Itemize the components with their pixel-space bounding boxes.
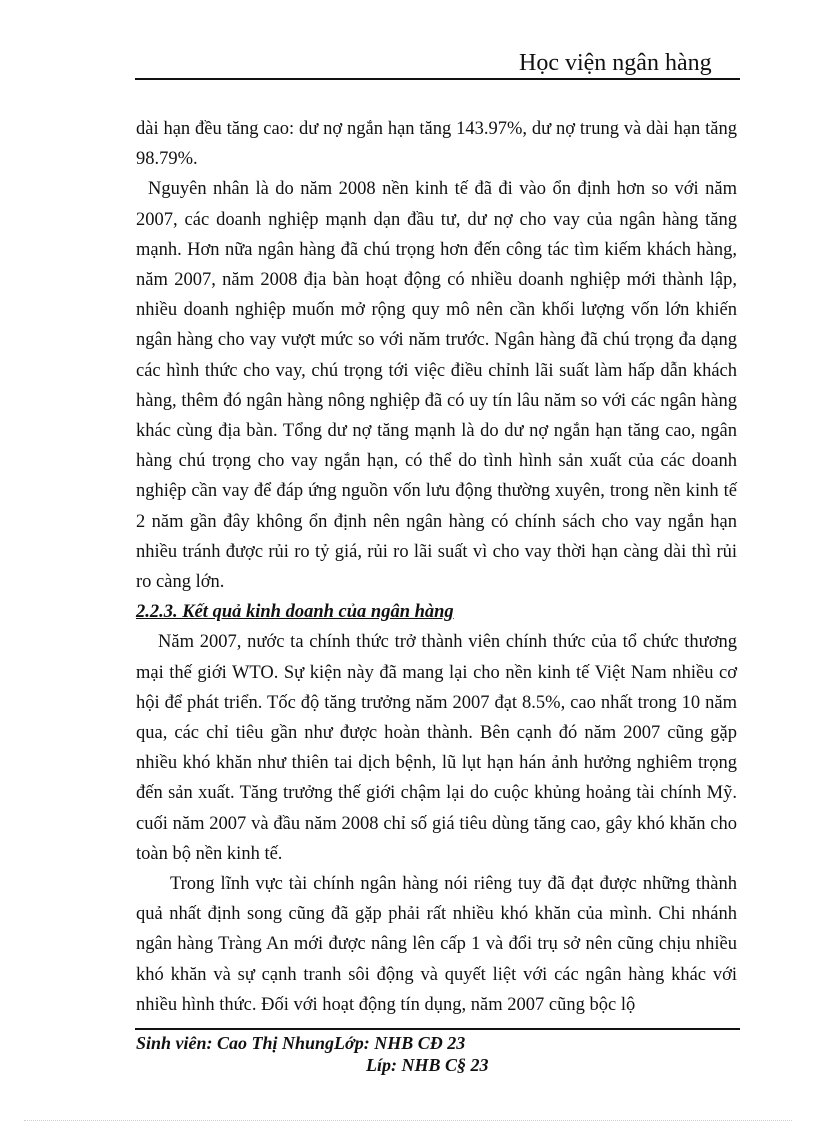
document-body	[136, 114, 737, 1020]
header-divider	[135, 78, 740, 80]
page-bottom-border	[24, 1120, 792, 1121]
paragraph-continuation: dài hạn đều tăng cao: dư nợ ngắn hạn tăng 143.97%, dư nợ trung và dài hạn tăng 98.79%.	[136, 119, 737, 170]
footer-divider	[135, 1028, 740, 1030]
footer-class-info: Líp: NHB C§ 23	[366, 1055, 489, 1075]
footer-student-info: Sinh viên: Cao Thị NhungLớp: NHB CĐ 23	[136, 1033, 466, 1053]
section-heading: 2.2.3. Kết quả kinh doanh của ngân hàng	[136, 602, 454, 623]
paragraph-cause-analysis: Nguyên nhân là do năm 2008 nền kinh tế đã đi vào ổn định hơn so với năm 2007, các doanh nghiệp mạnh dạn đầu tư, dư nợ cho vay của ngân hàng tăng mạnh. Hơn nữa ngân hàng đã chú trọng hơn đến công tác tìm kiếm khách hàng, năm 2007, năm 2008 địa bàn hoạt động có nhiều doanh nghiệp mới thành lập, nhiều doanh nghiệp muốn mở rộng quy mô nên cần khối lượng vốn lớn khiến ngân hàng cho vay vượt mức so với năm trước. Ngân hàng đã chú trọng đa dạng các hình thức cho vay, chú trọng tới việc điều chỉnh lãi suất làm hấp dẫn khách hàng, thêm đó ngân hàng nông nghiệp đã có uy tín lâu năm so với các ngân hàng khác cùng địa bàn. Tổng dư nợ tăng mạnh là do dư nợ ngắn hạn tăng cao, ngân hàng chú trọng cho vay ngắn hạn, có thể do tình hình sản xuất của các doanh nghiệp cần vay để đáp ứng nguồn vốn lưu động thường xuyên, trong nền kinh tế 2 năm gần đây không ổn định nên ngân hàng có chính sách cho vay ngắn hạn nhiều tránh được rủi ro tỷ giá, rủi ro lãi suất vì cho vay thời hạn càng dài thì rủi ro càng lớn.	[136, 179, 737, 593]
paragraph-banking-sector: Trong lĩnh vực tài chính ngân hàng nói riêng tuy đã đạt được những thành quả nhất định song cũng đã gặp phải rất nhiều khó khăn của mình. Chi nhánh ngân hàng Tràng An mới được nâng lên cấp 1 và đổi trụ sở nên cũng chịu nhiều khó khăn và sự cạnh tranh sôi động và quyết liệt với các ngân hàng khác với nhiều hình thức. Đối với hoạt động tín dụng, năm 2007 cũng bộc lộ	[136, 874, 737, 1015]
page-header-title: Học viện ngân hàng	[519, 50, 712, 76]
paragraph-2007-economy: Năm 2007, nước ta chính thức trở thành viên chính thức của tổ chức thương mại thế giới WTO. Sự kiện này đã mang lại cho nền kinh tế Việt Nam nhiều cơ hội để phát triển. Tốc độ tăng trưởng năm 2007 đạt 8.5%, cao nhất trong 10 năm qua, các chỉ tiêu gần như được hoàn thành. Bên cạnh đó năm 2007 cũng gặp nhiều khó khăn như thiên tai dịch bệnh, lũ lụt hạn hán ảnh hưởng nghiêm trọng đến sản xuất. Tăng trưởng thế giới chậm lại do cuộc khủng hoảng tài chính Mỹ. cuối năm 2007 và đầu năm 2008 chỉ số giá tiêu dùng tăng cao, gây khó khăn cho toàn bộ nền kinh tế.	[136, 632, 737, 864]
